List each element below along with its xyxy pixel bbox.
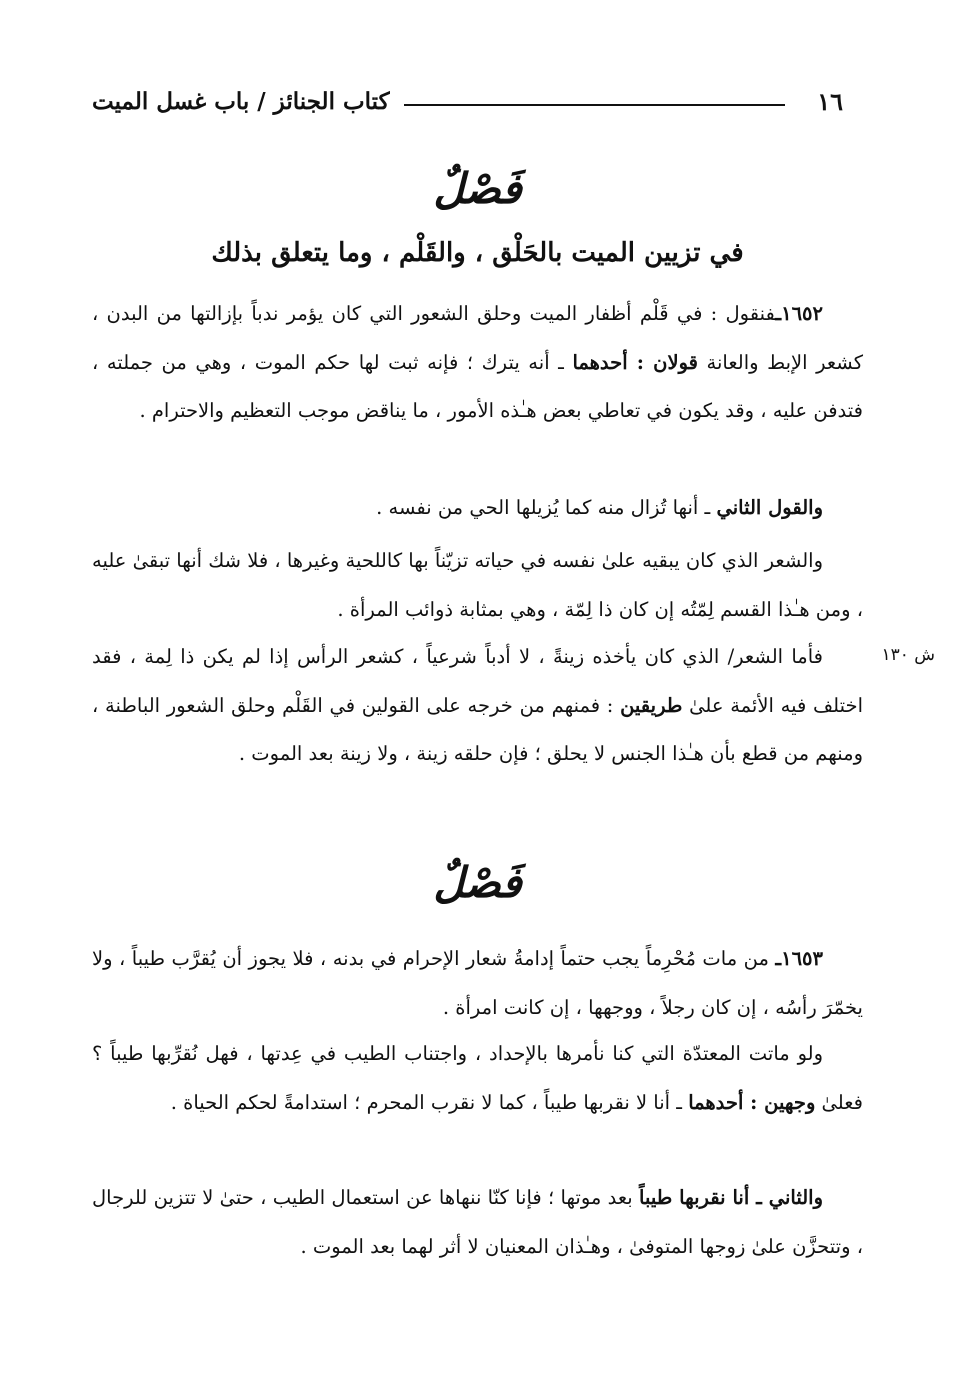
paragraph-1652: [92, 290, 863, 436]
header-rule: [404, 104, 786, 106]
paragraph-second-opinion: [92, 484, 863, 533]
paragraph-text: ـ أنا لا نقربها طيباً ، كما لا نقرب المحرم ؛ استدامةً لحكم الحياة .: [170, 1090, 689, 1114]
paragraph-hair: [92, 537, 863, 634]
running-header: [92, 84, 843, 118]
paragraph-text: من مات مُحْرِماً يجب حتماً إدامةُ شعار الإحرام في بدنه ، فلا يجوز أن يُقرَّب طيباً ، ولا يخمّرَ رأسُه ، إن كان رجلاً ، ووجهها ، إن كانت امرأة .: [92, 947, 863, 1019]
bold-phrase: والقول الثاني: [716, 496, 823, 519]
bold-phrase: وجهين : أحدهما: [688, 1090, 816, 1114]
paragraph-text: فأما الشعر/ الذي كان يأخذه زينةً ، لا أدباً شرعياً ، كشعر الرأس إذا لم يكن ذا لِمة ، فقد اختلف فيه الأئمة علىٰ: [92, 645, 863, 717]
bold-phrase: والثاني ـ أنا نقربها طيباً: [639, 1186, 824, 1209]
paragraph-1653: [92, 935, 863, 1032]
paragraph-text: ـ أنها تُزال منه كما يُزيلها الحي من نفسه .: [376, 496, 717, 519]
paragraph-text: : فمنهم من خرجه على القولين في القَلْم وحلق الشعور الباطنة ، ومنهم من قطع بأن هـٰذا الجنس لا يحلق ؛ فإن حلقه زينة ، ولا زينة بعد الموت .: [92, 693, 863, 765]
paragraph-text: فنقول : في قَلْم أظفار الميت وحلق الشعور التي كان يؤمر ندباً بإزالتها من البدن ، كشعر الإبط والعانة: [92, 302, 863, 374]
paragraph-text: والشعر الذي كان يبقيه علىٰ نفسه في حياته تزيّناً بها كاللحية وغيرها ، فلا شك أنها تبقىٰ عليه ، ومن هـٰذا القسم لِمّتُه إن كان ذا لِمّة ، وهي بمثابة ذوائب المرأة .: [92, 549, 863, 621]
paragraph-text: ـ أنه يترك ؛ فإنه ثبت لها حكم الموت ، وهي من جملته ، فتدفن عليه ، وقد يكون في تعاطي بعض هـٰذه الأمور ، ما يناقض موجب التعظيم والاحترام .: [92, 350, 863, 422]
paragraph-text: ولو ماتت المعتدّة التي كنا نأمرها بالإحداد ، واجتناب الطيب في عِدتها ، فهل نُقرِّبها طيباً ؟ فعلىٰ: [92, 1042, 863, 1114]
paragraph-second-view: [92, 1174, 863, 1271]
section-ornament: فَصْلٌ: [433, 164, 522, 213]
section-title: في تزيين الميت بالحَلْق ، والقَلْم ، وما يتعلق بذلك: [211, 238, 744, 268]
paragraph-head-hair: [92, 633, 863, 779]
bold-phrase: طريقين: [620, 693, 683, 717]
margin-note: ش ١٣٠: [881, 645, 935, 665]
paragraph-text: بعد موتها ؛ فإنا كنّا ننهاها عن استعمال الطيب ، حتىٰ لا تتزين للرجال ، وتتحزَّن علىٰ زوجها المتوفىٰ ، وهـٰذان المعنيان لا أثر لهما بعد الموت .: [92, 1186, 863, 1258]
section-ornament: فَصْلٌ: [433, 858, 522, 907]
paragraph-mourning: [92, 1030, 863, 1127]
paragraph-number: ١٦٥٣ـ: [775, 947, 823, 970]
page-number: ١٦: [817, 86, 843, 116]
bold-phrase: قولان : أحدهما: [572, 350, 698, 374]
running-title: كتاب الجنائز / باب غسل الميت: [92, 87, 390, 115]
paragraph-number: ١٦٥٢ـ: [775, 302, 823, 325]
